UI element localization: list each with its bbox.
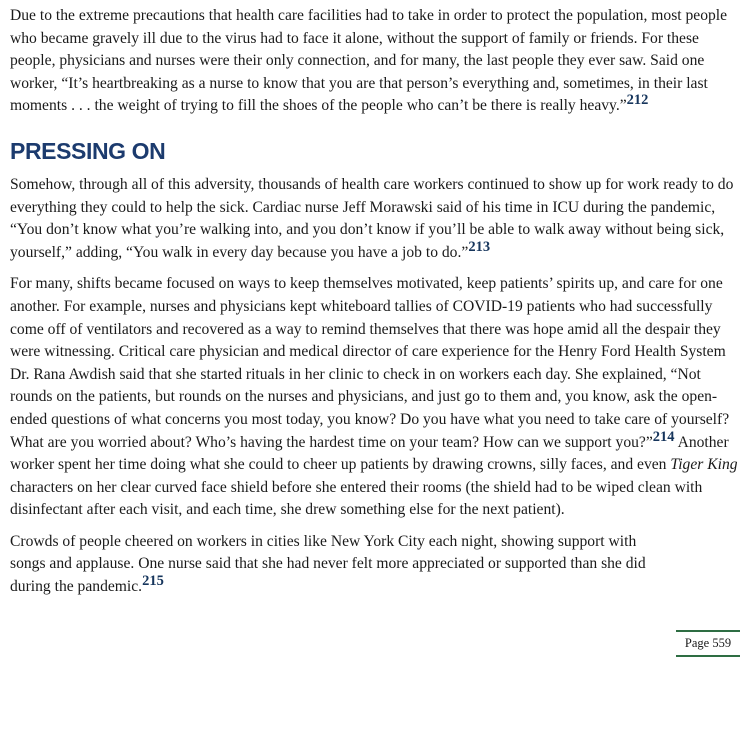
- footnote-214[interactable]: 214: [652, 428, 675, 445]
- paragraph-1-text: Due to the extreme precautions that health care facilities had to take in order to protect the population, most people who became gravely ill due to the virus had to face it alone, without the support of family or friends. For these people, physicians and nurses were their only connection, and for many, the last people they ever saw. Said one worker, “It’s heartbreaking as a nurse to know that you are that person’s everything and, sometimes, in their last moments . . . the weight of trying to fill the shoes of the people who can’t be there is really heavy.”: [10, 7, 728, 115]
- section-heading: PRESSING ON: [10, 137, 166, 164]
- paragraph-4: [10, 531, 675, 599]
- paragraph-3-text: For many, shifts became focused on ways to keep themselves motivated, keep patients’ spirits up, and care for one another. For example, nurses and physicians kept whiteboard tallies of COVID-19 patients who had successfully come off of ventilators and recovered as a way to remind themselves that there was hope amid all the despair they were witnessing. Critical care physician and medical director of care experience for the Henry Ford Health System Dr. Rana Awdish said that she started rituals in her clinic to check in on workers each day. She explained, “Not rounds on the patients, but rounds on the nurses and physicians, and just go to them and, you know, ask the open-ended questions of what concerns you most today, you know? Do you have what you need to take care of yourself? What are you worried about? Who’s having the hardest time on your team? How can we support you?”: [10, 275, 730, 451]
- document-page: [10, 5, 745, 608]
- paragraph-2: [10, 174, 745, 264]
- paragraph-1: [10, 5, 745, 118]
- paragraph-3-continuation-a: Another worker spent her time doing what she could to cheer up patients by drawing crowns, silly faces, and even: [10, 433, 729, 474]
- footnote-215[interactable]: 215: [142, 573, 164, 590]
- page-number-label: Page 559: [684, 636, 732, 650]
- footnote-212[interactable]: 212: [626, 92, 649, 109]
- tiger-king-title: Tiger King: [670, 456, 738, 474]
- paragraph-2-text: Somehow, through all of this adversity, thousands of health care workers continued to show up for work ready to do everything they could to help the sick. Cardiac nurse Jeff Morawski said of his time in ICU during the pandemic, “You don’t know what you’re walking into, and you don’t know if you’ll be able to walk away without being sick, yourself,” adding, “You walk in every day because you have a job to do.”: [10, 175, 734, 261]
- page-number-tab: [676, 630, 740, 657]
- footnote-213[interactable]: 213: [468, 238, 491, 255]
- paragraph-3: [10, 273, 745, 522]
- paragraph-3-continuation-b: characters on her clear curved face shield before she entered their rooms (the shield had to be wiped clean with disinfectant after each visit, and each time, she drew something else for the next patient).: [10, 478, 703, 519]
- paragraph-4-text: Crowds of people cheered on workers in cities like New York City each night, showing support with songs and applause. One nurse said that she had never felt more appreciated or supported than she did during the pandemic.: [10, 532, 646, 596]
